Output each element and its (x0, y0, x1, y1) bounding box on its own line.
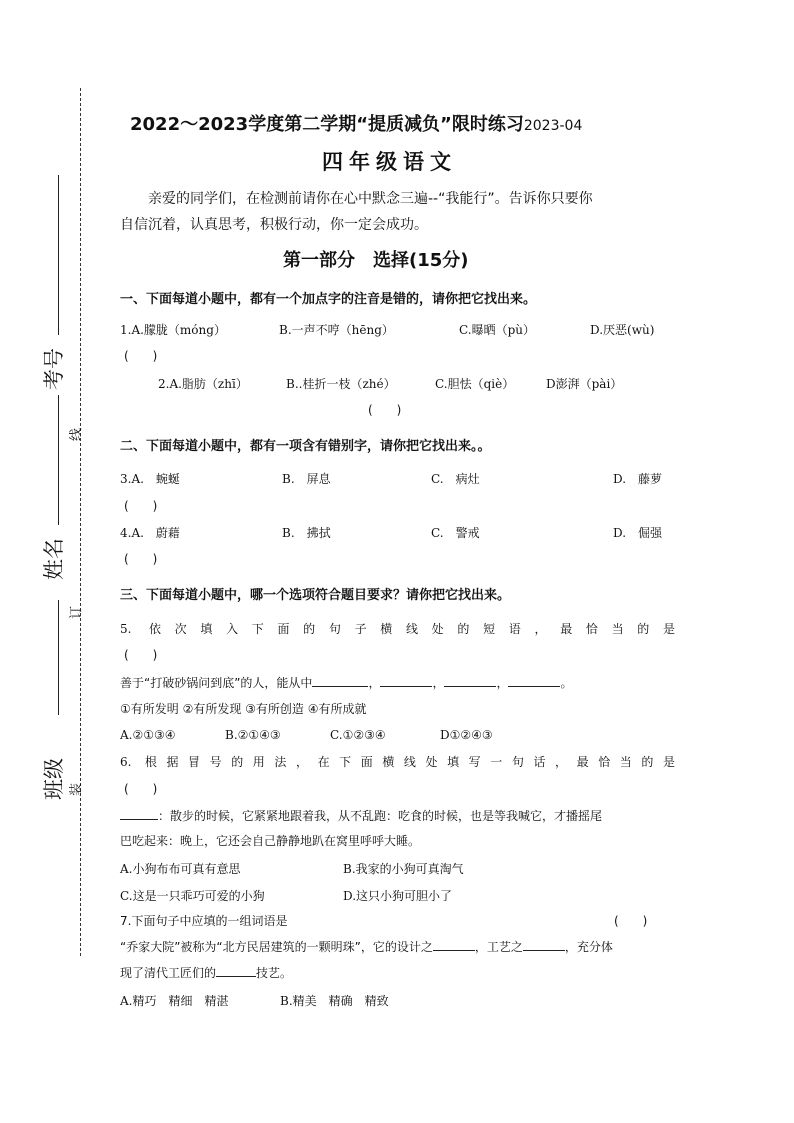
q7-line-1-b: ，工艺之 (474, 940, 523, 954)
name-label: 姓名 (42, 538, 66, 580)
q5-sentence-end: 。 (560, 676, 573, 690)
section-3-title: 三、下面每道小题中，哪一个选项符合题目要求？请你把它找出来。 (120, 588, 511, 603)
q4-option-a: 4.A. 蔚藉 (120, 526, 180, 540)
q3-option-c: C. 病灶 (431, 472, 480, 486)
title-date: 2023-04 (523, 118, 583, 134)
q5-option-b: B.②①④③ (225, 728, 281, 742)
q5-blank-1 (312, 674, 368, 687)
q7-line-2 (120, 964, 292, 981)
q5-blank-4 (508, 674, 560, 687)
q6-answer-bracket: ( ) (124, 782, 158, 796)
binding-char-line: 线 (69, 427, 85, 442)
q7-line-1-a: “乔家大院”被称为“北方民居建筑的一颗明珠”，它的设计之 (120, 940, 433, 954)
q1-option-d: D.厌恶(wù) (590, 323, 655, 337)
intro-line-2: 自信沉着，认真思考，积极行动，你一定会成功。 (120, 217, 428, 233)
exam-number-line (58, 175, 59, 335)
q1-option-b: B.一声不哼（hēng） (279, 323, 394, 337)
q1-answer-bracket: ( ) (124, 349, 158, 363)
subject-heading: 四年级语文 (322, 150, 457, 174)
binding-dashed-line (80, 88, 81, 956)
class-line (58, 600, 59, 715)
exam-number-label: 考号 (42, 348, 66, 390)
q1-option-c: C.曝晒（pù） (459, 323, 535, 337)
q7-line-2-a: 现了清代工匠们的 (120, 966, 217, 980)
q7-blank-2 (523, 938, 565, 951)
q6-option-a: A.小狗布布可真有意思 (120, 862, 241, 876)
q7-answer-bracket: ( ) (614, 914, 648, 928)
q5-stem: 5. 依次填入下面的句子横线处的短语，最恰当的是 (120, 622, 675, 636)
q7-option-b: B.精美 精确 精致 (280, 994, 389, 1008)
q2-option-b: B..桂折一枝（zhé） (286, 377, 396, 391)
q5-options-line: ①有所发明 ②有所发现 ③有所创造 ④有所成就 (120, 702, 367, 716)
q6-line-2: 巴吃起来：晚上，它还会自己静静地趴在窝里呼呼大睡。 (120, 834, 421, 848)
q4-option-d: D. 倔强 (613, 526, 663, 540)
q7-line-2-b: 技艺。 (256, 966, 293, 980)
q2-option-d: D澎湃（pài） (546, 377, 623, 391)
q6-option-d: D.这只小狗可胆小了 (343, 889, 453, 903)
binding-char-bind: 装 (69, 782, 85, 797)
q3-option-b: B. 屏息 (282, 472, 331, 486)
q3-option-a: 3.A. 蜿蜒 (120, 472, 180, 486)
q4-answer-bracket: ( ) (124, 552, 158, 566)
q6-stem: 6. 根据冒号的用法，在下面横线处填写一句话，最恰当的是 (120, 755, 675, 769)
q2-option-c: C.胆怯（qiè） (435, 377, 515, 391)
q5-blank-3 (444, 674, 496, 687)
q5-blank-2 (380, 674, 432, 687)
q3-answer-bracket: ( ) (124, 499, 158, 513)
q5-sentence: 善于“打破砂锅问到底”的人，能从中 ， ， ， 。 (120, 676, 573, 690)
q7-line-1 (120, 938, 613, 955)
q1-option-a: 1.A.朦胧（móng） (120, 323, 226, 337)
q6-line-1 (120, 807, 602, 824)
q5-sentence-text: 善于“打破砂锅问到底”的人，能从中 (120, 676, 313, 690)
part1-heading: 第一部分 选择(15分) (283, 250, 469, 271)
class-label: 班级 (42, 758, 66, 800)
q7-stem: 7.下面句子中应填的一组词语是 (120, 914, 288, 928)
q2-answer-bracket: ( ) (368, 403, 402, 417)
q7-blank-1 (433, 938, 475, 951)
q5-option-c: C.①②③④ (330, 728, 386, 742)
intro-line-1: 亲爱的同学们，在检测前请你在心中默念三遍--“我能行”。告诉你只要你 (148, 191, 593, 207)
title-text: 2022～2023学度第二学期“提质减负”限时练习 (130, 114, 524, 135)
q6-blank (120, 807, 158, 820)
q6-line-1-text: ：散步的时候，它紧紧地跟着我，从不乱跑：吃食的时候，也是等我喊它，才播摇尾 (158, 809, 603, 823)
q5-answer-bracket: ( ) (124, 648, 158, 662)
name-line (58, 395, 59, 525)
q4-option-b: B. 拂拭 (282, 526, 331, 540)
q4-option-c: C. 警戒 (431, 526, 480, 540)
section-1-title: 一、下面每道小题中，都有一个加点字的注音是错的，请你把它找出来。 (120, 292, 537, 307)
q6-option-c: C.这是一只乖巧可爱的小狗 (120, 889, 265, 903)
q3-option-d: D. 藤萝 (613, 472, 663, 486)
page-title (130, 110, 582, 136)
q7-blank-3 (216, 964, 256, 977)
q5-option-d: D①②④③ (440, 728, 493, 742)
q6-option-b: B.我家的小狗可真淘气 (343, 862, 464, 876)
q7-option-a: A.精巧 精细 精湛 (120, 994, 229, 1008)
q5-option-a: A.②①③④ (120, 728, 176, 742)
q7-line-1-c: ，充分体 (564, 940, 613, 954)
section-2-title: 二、下面每道小题中，都有一项含有错别字，请你把它找出来。。 (120, 439, 491, 454)
binding-char-staple: 订 (69, 605, 85, 620)
q2-option-a: 2.A.脂肪（zhī） (158, 377, 248, 391)
